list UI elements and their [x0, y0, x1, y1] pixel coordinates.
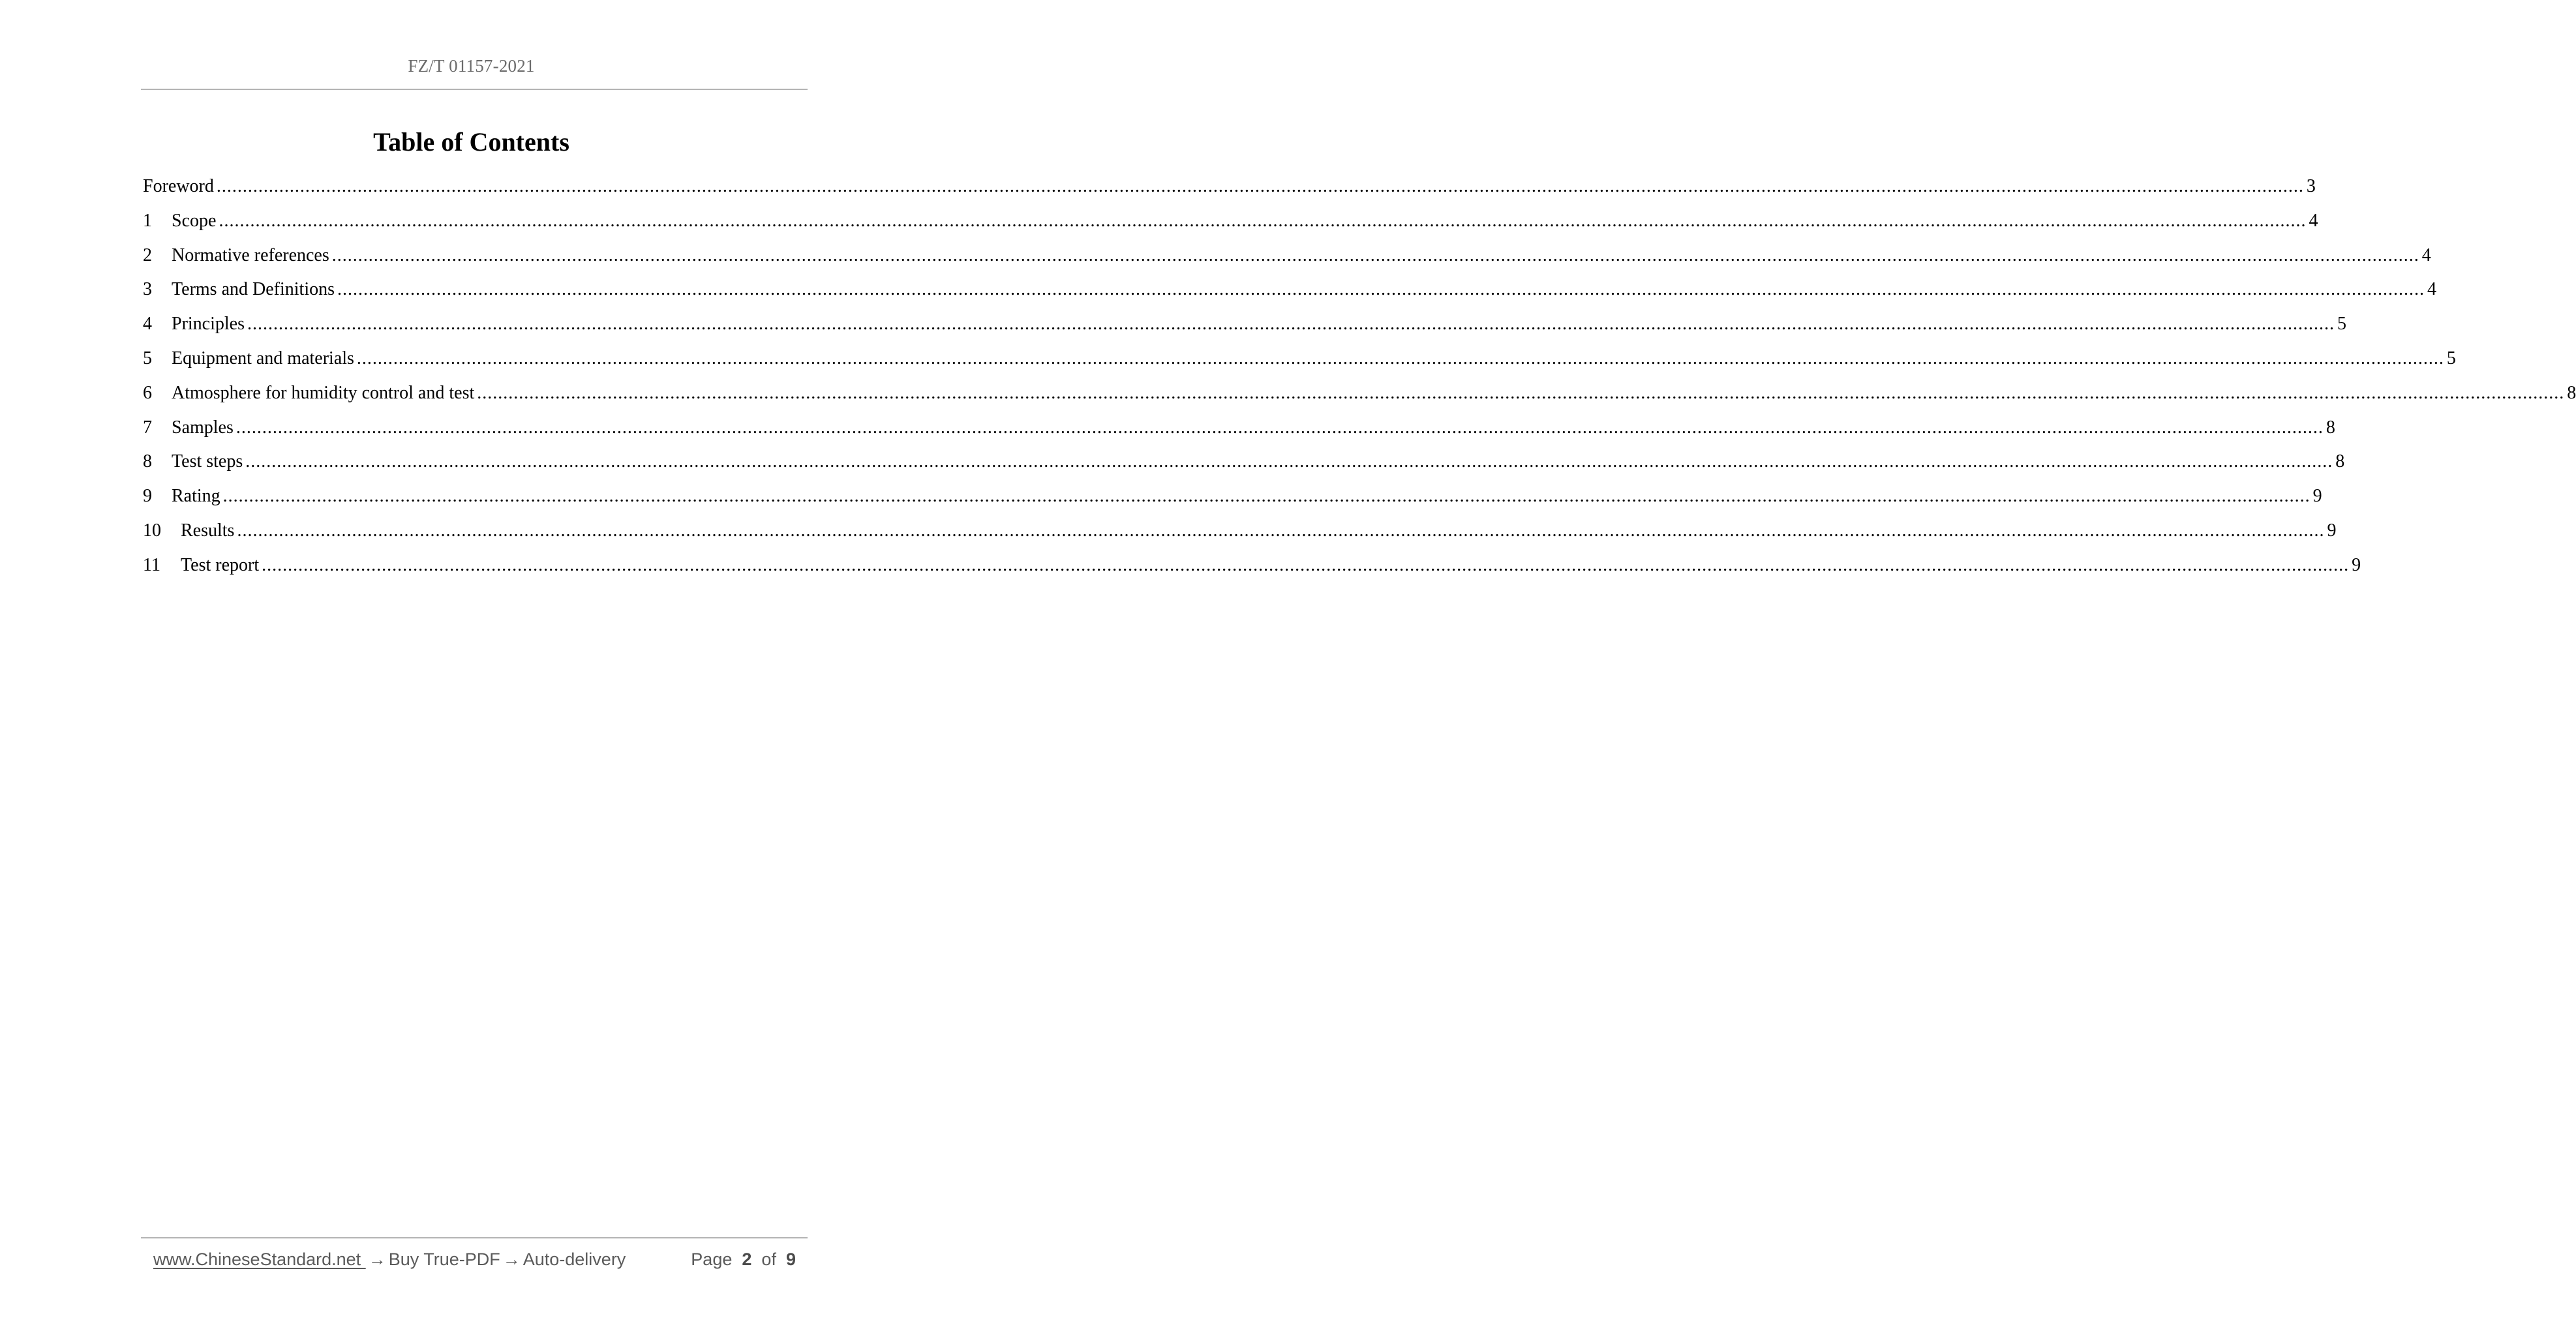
toc-dot-leader: ................................................................................................................................................................................................................................................................................................................................................................................................................: [337, 279, 2425, 300]
toc-entry-foreword[interactable]: [143, 176, 2316, 211]
header-divider: [141, 89, 808, 90]
toc-entry-page: 4: [2427, 279, 2436, 300]
toc-entry-scope[interactable]: [143, 210, 2318, 245]
toc-entry-number: 6: [143, 382, 152, 403]
toc-entry-normative-references[interactable]: [143, 245, 2431, 280]
toc-entry-text: Rating: [172, 486, 220, 507]
toc-entry-number: 9: [143, 486, 152, 507]
toc-entry-text: Scope: [172, 210, 217, 231]
toc-entry-text: Terms and Definitions: [172, 279, 335, 300]
of-label: of: [761, 1250, 776, 1269]
toc-dot-leader: ................................................................................................................................................................................................................................................................................................................................................................................................................: [216, 176, 2304, 196]
toc-entry-number: 3: [143, 279, 152, 300]
toc-entry-results[interactable]: [143, 520, 2337, 555]
chinesestandard-link[interactable]: www.ChineseStandard.net: [153, 1250, 366, 1269]
toc-list: [143, 176, 2576, 590]
toc-dot-leader: ................................................................................................................................................................................................................................................................................................................................................................................................................: [222, 486, 2311, 507]
toc-entry-number: 5: [143, 348, 152, 368]
toc-entry-number: 10: [143, 520, 161, 541]
toc-dot-leader: ................................................................................................................................................................................................................................................................................................................................................................................................................: [245, 451, 2333, 472]
page-indicator: [691, 1250, 796, 1270]
toc-entry-page: 4: [2421, 245, 2431, 265]
toc-dot-leader: ................................................................................................................................................................................................................................................................................................................................................................................................................: [237, 520, 2325, 541]
toc-title: Table of Contents: [373, 127, 569, 157]
toc-entry-page: 5: [2446, 348, 2456, 368]
toc-entry-rating[interactable]: [143, 486, 2322, 520]
toc-entry-text: Atmosphere for humidity control and test: [172, 382, 475, 403]
current-page-number: 2: [742, 1250, 752, 1269]
toc-entry-equipment-and-materials[interactable]: [143, 348, 2456, 383]
toc-entry-text: Equipment and materials: [172, 348, 354, 368]
page-footer: [153, 1250, 796, 1276]
toc-dot-leader: ................................................................................................................................................................................................................................................................................................................................................................................................................: [477, 382, 2565, 403]
toc-entry-number: 1: [143, 210, 152, 231]
toc-entry-number: 4: [143, 314, 152, 335]
toc-entry-text: Foreword: [143, 176, 214, 196]
toc-dot-leader: ................................................................................................................................................................................................................................................................................................................................................................................................................: [219, 210, 2307, 231]
buy-true-pdf-text: Buy True-PDF: [388, 1250, 500, 1269]
toc-entry-samples[interactable]: [143, 417, 2335, 452]
toc-entry-page: 4: [2309, 210, 2318, 231]
toc-entry-test-steps[interactable]: [143, 451, 2345, 486]
auto-delivery-text: Auto-delivery: [523, 1250, 626, 1269]
toc-entry-text: Results: [181, 520, 235, 541]
toc-entry-page: 8: [2567, 382, 2576, 403]
toc-entry-text: Test report: [181, 554, 260, 575]
page-label: Page: [691, 1250, 733, 1269]
right-arrow-icon: →: [502, 1250, 521, 1269]
toc-entry-page: 9: [2327, 520, 2337, 541]
toc-entry-page: 3: [2306, 176, 2316, 196]
toc-entry-atmosphere[interactable]: [143, 382, 2576, 417]
toc-entry-text: Principles: [172, 314, 245, 335]
toc-entry-number: 7: [143, 417, 152, 438]
toc-entry-test-report[interactable]: [143, 554, 2361, 590]
document-code-header: FZ/T 01157-2021: [408, 56, 535, 76]
toc-entry-text: Test steps: [172, 451, 243, 472]
toc-entry-page: 8: [2335, 451, 2345, 472]
toc-entry-number: 11: [143, 554, 160, 575]
toc-entry-number: 2: [143, 245, 152, 265]
toc-entry-page: 8: [2326, 417, 2335, 438]
toc-entry-terms-and-definitions[interactable]: [143, 279, 2436, 314]
total-pages-number: 9: [785, 1250, 796, 1269]
toc-dot-leader: ................................................................................................................................................................................................................................................................................................................................................................................................................: [235, 417, 2324, 438]
toc-entry-page: 5: [2337, 314, 2346, 335]
toc-entry-text: Normative references: [172, 245, 329, 265]
toc-dot-leader: ................................................................................................................................................................................................................................................................................................................................................................................................................: [247, 314, 2335, 335]
toc-entry-page: 9: [2312, 486, 2322, 507]
toc-dot-leader: ................................................................................................................................................................................................................................................................................................................................................................................................................: [262, 554, 2350, 575]
toc-dot-leader: ................................................................................................................................................................................................................................................................................................................................................................................................................: [356, 348, 2444, 368]
toc-entry-number: 8: [143, 451, 152, 472]
toc-entry-principles[interactable]: [143, 314, 2346, 348]
toc-entry-page: 9: [2352, 554, 2361, 575]
right-arrow-icon: →: [368, 1250, 386, 1269]
toc-entry-text: Samples: [172, 417, 234, 438]
toc-dot-leader: ................................................................................................................................................................................................................................................................................................................................................................................................................: [331, 245, 2419, 265]
footer-divider: [141, 1237, 808, 1238]
footer-promo: [153, 1250, 626, 1270]
